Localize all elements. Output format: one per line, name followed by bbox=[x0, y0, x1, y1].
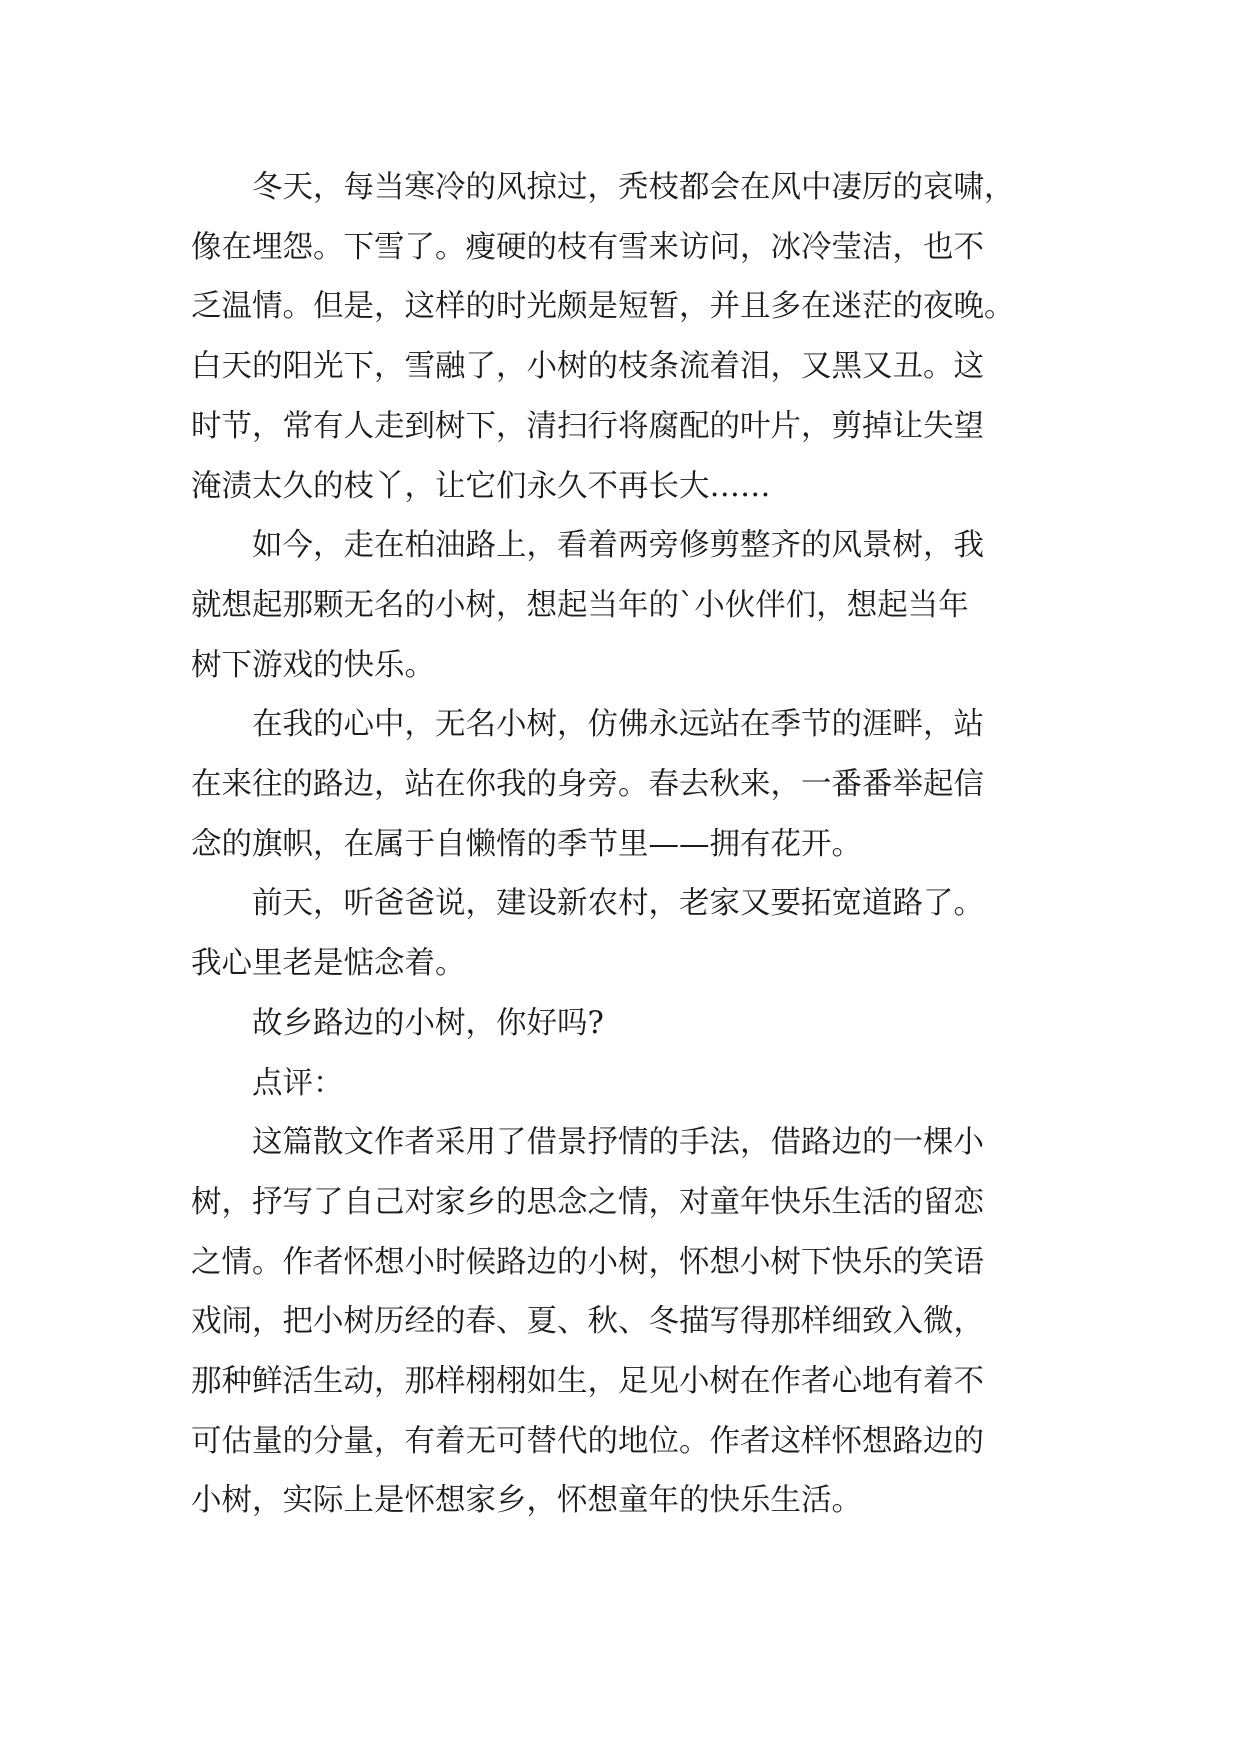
paragraph-now: 如今，走在柏油路上，看着两旁修剪整齐的风景树，我 就想起那颗无名的小树，想起当年的`小伙伴们，想起当年 树下游戏的快乐。 bbox=[191, 528, 984, 683]
comment-heading: 点评： bbox=[252, 1065, 344, 1101]
paragraph-day-before: 前天，听爸爸说，建设新农村，老家又要拓宽道路了。 我心里老是惦念着。 bbox=[191, 886, 984, 982]
paragraph-greeting: 故乡路边的小树，你好吗? bbox=[252, 1005, 604, 1041]
paragraph-in-my-heart: 在我的心中，无名小树，仿佛永远站在季节的涯畔，站 在来往的路边，站在你我的身旁。春去秋来，一番番举起信 念的旗帜，在属于自懒惰的季节里——拥有花开。 bbox=[191, 707, 984, 862]
comment-body: 这篇散文作者采用了借景抒情的手法，借路边的一棵小 树，抒写了自己对家乡的思念之情，对童年快乐生活的留恋 之情。作者怀想小时候路边的小树，怀想小树下快乐的笑语 戏闹，把小树历经的春、夏、秋、冬描写得那样细致入微， 那种鲜活生动，那样栩栩如生，足见小树在作者心地有着不 可估量的分量，有着无可替代的地位。作者这样怀想路边的 小树，实际上是怀想家乡，怀想童年的快乐生活。 bbox=[191, 1125, 984, 1519]
document-body bbox=[191, 158, 1051, 1531]
paragraph-winter: 冬天，每当寒冷的风掠过，秃枝都会在风中凄厉的哀啸， 像在埋怨。下雪了。瘦硬的枝有雪来访问，冰冷莹洁，也不 乏温情。但是，这样的时光颇是短暂，并且多在迷茫的夜晚。 白天的阳光下，雪融了，小树的枝条流着泪，又黑又丑。这 时节，常有人走到树下，清扫行将腐配的叶片，剪掉让失望 淹渍太久的枝丫，让它们永久不再长大…… bbox=[191, 170, 1015, 504]
